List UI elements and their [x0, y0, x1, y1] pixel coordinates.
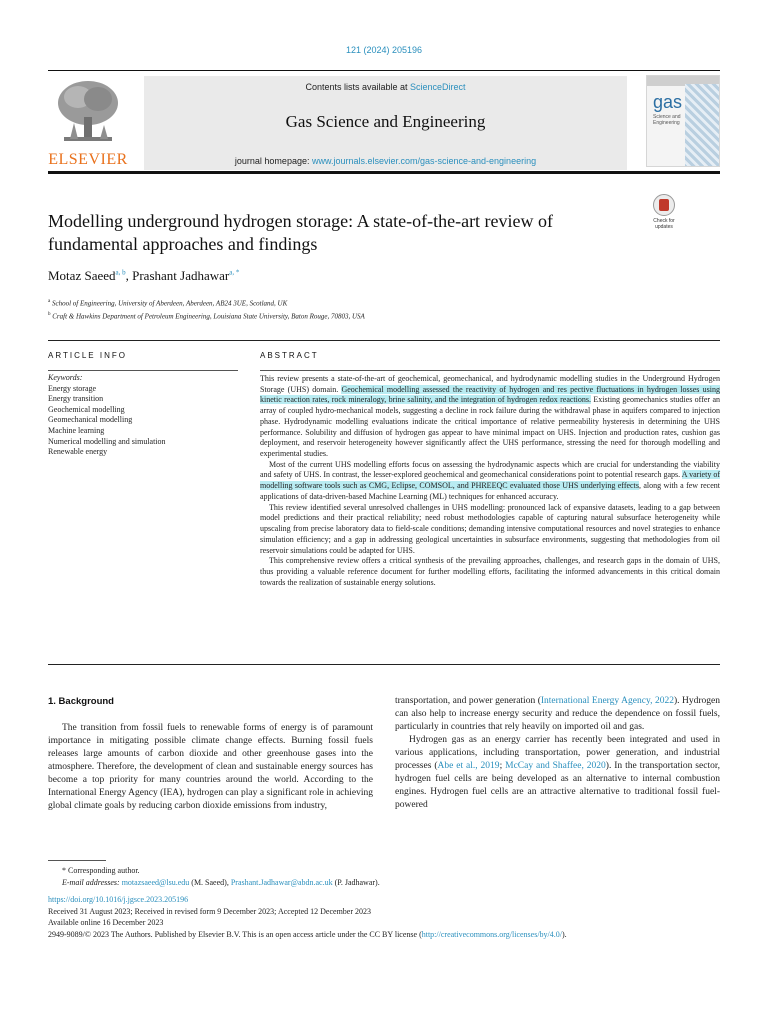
body-paragraph: The transition from fossil fuels to renewable forms of energy is of paramount importance in mitigating possible climate change effects. Burning fossil fuels releases large amounts of carbon dioxide and other greenhouse gases into the atmosphere. Therefore, the development of clean and sustainable energy sources has become a top priority for many countries around the world. According to the International Energy Agency (IEA), hydrogen can play a significant role in achieving global climate goals by reducing carbon dioxide emissions from industry,: [48, 723, 373, 811]
corresponding-author-note: * Corresponding author.: [62, 866, 140, 875]
affiliation-text: School of Engineering, University of Aberdeen, Aberdeen, AB24 3UE, Scotland, UK: [51, 299, 288, 308]
elsevier-logo[interactable]: [48, 77, 128, 169]
sciencedirect-link[interactable]: ScienceDirect: [410, 82, 466, 92]
reference-link[interactable]: McCay and Shaffee, 2020: [505, 761, 606, 771]
journal-cover[interactable]: [646, 75, 720, 167]
keyword-item: Numerical modelling and simulation: [48, 436, 166, 446]
body-paragraph: [395, 695, 720, 734]
contents-prefix: Contents lists available at: [305, 82, 411, 92]
reference-link[interactable]: Abe et al., 2019: [437, 761, 500, 771]
abstract-text: Most of the current UHS modelling efforts focus on assessing the hydrodynamic aspects which are crucial for understanding the viability and safety of UHS. In contrast, the lesser-explored geochemical and geomechanical considerations point to potential research gaps.: [260, 459, 720, 480]
abstract-text: , along with a few recent applications of data-driven-based Machine Learning (ML) techniques for enhanced accuracy.: [260, 481, 721, 501]
license-link[interactable]: http://creativecommons.org/licenses/by/4.0/: [421, 929, 563, 939]
article-title: Modelling underground hydrogen storage: A state-of-the-art review of fundamental approaches and findings: [48, 211, 554, 254]
author-list: [48, 268, 239, 284]
footnote-divider: [48, 860, 106, 861]
divider: [48, 370, 238, 371]
keywords-label: Keywords:: [48, 373, 83, 382]
abstract-text: Existing geomechanics studies offer an array of coupled hydro-mechanical models, suggesting a decline in rock failure during the withdrawal phase in aquifers compared to injection phase. Hydrodynamic modelling evaluations indicate the critical importance of relative permeability hysteresis in determining the UHS performance. Solubility and diffusion of hydrogen gas appear to have minimal impact on UHS. Injection and production rates, cushion gas deployment, and reservoir heterogeneity however significantly affect the UHS performance, stressing the need for thorough modelling and experimental studies.: [260, 395, 721, 459]
reference-link[interactable]: International Energy Agency, 2022: [540, 696, 674, 706]
affiliation-marker: b: [48, 312, 51, 318]
keyword-item: Energy storage: [48, 383, 97, 393]
license-line: [48, 929, 720, 941]
body-text: ). In the transportation sector, hydrogen fuel cells are being developed as an alternative to internal combustion engines. Hydrogen fuel cells are an attractive alternative to traditional fossil fuel-powered: [395, 761, 720, 810]
keyword-item: Geomechanical modelling: [48, 415, 133, 425]
email-owner: (P. Jadhawar).: [332, 877, 380, 887]
affiliation-item: [48, 309, 648, 322]
abstract-body: [260, 374, 720, 588]
abstract-paragraph: This comprehensive review offers a critical synthesis of the prevailing approaches, challenges, and research gaps in the domain of UHS, thus providing a valuable reference document for further modelling efforts, facilitating the informed advancements in this critical domain towards the realization of sustainable energy solutions.: [260, 556, 720, 587]
check-updates-label: Check for updates: [653, 218, 675, 230]
author-affiliation-marker[interactable]: a, *: [229, 268, 240, 277]
body-column-right: [395, 695, 720, 812]
contents-line: [144, 82, 627, 92]
email-owner: (M. Saeed),: [189, 877, 231, 887]
abstract-paragraph: [260, 374, 720, 460]
author-name[interactable]: Prashant Jadhawar: [132, 268, 230, 283]
received-dates: Received 31 August 2023; Received in revised form 9 December 2023; Accepted 12 December 2023: [48, 906, 372, 916]
available-online: Available online 16 December 2023: [48, 918, 164, 927]
affiliation-text: Craft & Hawkins Department of Petroleum Engineering, Louisiana State University, Baton Rouge, 70803, USA: [52, 312, 365, 321]
body-text: ). Hydrogen can also help to increase energy security and reduce the dependence on fossil fuels, particularly in countries that rely heavily on imported oil and gas.: [395, 696, 721, 732]
check-for-updates-button[interactable]: [645, 194, 683, 230]
email-link[interactable]: motazsaeed@lsu.edu: [121, 877, 190, 887]
keyword-item: Machine learning: [48, 425, 105, 435]
license-text: ).: [562, 929, 567, 939]
journal-band: [144, 76, 627, 170]
journal-homepage-link[interactable]: www.journals.elsevier.com/gas-science-and-engineering: [311, 156, 537, 166]
abstract-paragraph: This review identified several unresolved challenges in UHS modelling: pronounced lack of expansive datasets, leading to a gap between model predictions and their practical reliability; need robust methodologies capable of capturing natural subsurface heterogeneity while upscaling from precise laboratory data to field-scale conditions; demanding intensive computational resources and novel strategies to enhance simulation efficiency; and a gap in addressing geological uncertainties in subsurface environments, suggesting that methodologies from oil reservoir simulations could be adapted for UHS.: [260, 502, 720, 555]
affiliation-marker: a: [48, 299, 51, 304]
divider: [260, 370, 720, 371]
homepage-prefix: journal homepage:: [234, 156, 312, 166]
publisher-wordmark: ELSEVIER: [48, 151, 128, 168]
cover-logo: gas: [653, 92, 683, 112]
email-label: E-mail addresses:: [62, 877, 122, 887]
body-column-left: [48, 695, 373, 813]
divider: [48, 340, 720, 341]
body-text: Hydrogen gas as an energy carrier has recently been integrated and used in various applications, including transportation, power generation, and industrial processes (: [395, 735, 720, 771]
license-text: 2949-9089/© 2023 The Authors. Published by Elsevier B.V. This is an open access article under the CC BY license (: [48, 929, 422, 939]
journal-title[interactable]: Gas Science and Engineering: [285, 112, 486, 131]
body-text: ;: [499, 761, 506, 771]
abstract-heading: ABSTRACT: [260, 351, 319, 360]
homepage-line: [144, 156, 627, 166]
keyword-item: Energy transition: [48, 394, 104, 404]
email-line: [48, 877, 720, 889]
keyword-item: Geochemical modelling: [48, 404, 125, 414]
author-name[interactable]: Motaz Saeed: [48, 268, 116, 283]
email-link[interactable]: Prashant.Jadhawar@abdn.ac.uk: [230, 877, 333, 887]
footnotes: [48, 865, 720, 940]
check-updates-icon: [653, 194, 675, 216]
section-heading: 1. Background: [48, 696, 114, 707]
keyword-item: Renewable energy: [48, 447, 108, 457]
keywords-list: [48, 373, 238, 458]
doi-link[interactable]: [48, 894, 720, 906]
abstract-paragraph: [260, 460, 720, 503]
highlighted-text[interactable]: Geochemical modelling assessed the reactivity of hydrogen and res pective fluctuations in hydrogen losses using kinetic reaction rates, rock mineralogy, brine salinity, and the integration of hydrogen redox reactions.: [260, 384, 720, 405]
affiliations: [48, 296, 648, 323]
cover-artwork: [685, 84, 720, 167]
affiliation-item: [48, 296, 648, 309]
journal-masthead: [48, 70, 720, 174]
author-affiliation-marker[interactable]: a, b: [115, 268, 126, 277]
highlighted-text[interactable]: A variety of modelling software tools such as CMG, Eclipse, COMSOL, and PHREEQC evaluated those UHS underlying effects: [260, 470, 720, 491]
article-info-heading: ARTICLE INFO: [48, 351, 127, 360]
tree-logo-icon: [56, 79, 120, 149]
citation-header[interactable]: 121 (2024) 205196: [345, 45, 423, 55]
doi-url[interactable]: https://doi.org/10.1016/j.jgsce.2023.205196: [48, 895, 189, 904]
body-paragraph: [395, 734, 720, 812]
abstract-text: This review presents a state-of-the-art of geochemical, geomechanical, and hydrodynamic modelling studies in the Underground Hydrogen Storage (UHS) domain.: [260, 374, 720, 394]
body-text: transportation, and power generation (: [395, 696, 541, 706]
divider: [48, 664, 720, 665]
cover-subtitle: Science and Engineering: [653, 114, 681, 126]
author-separator: ,: [125, 268, 133, 283]
